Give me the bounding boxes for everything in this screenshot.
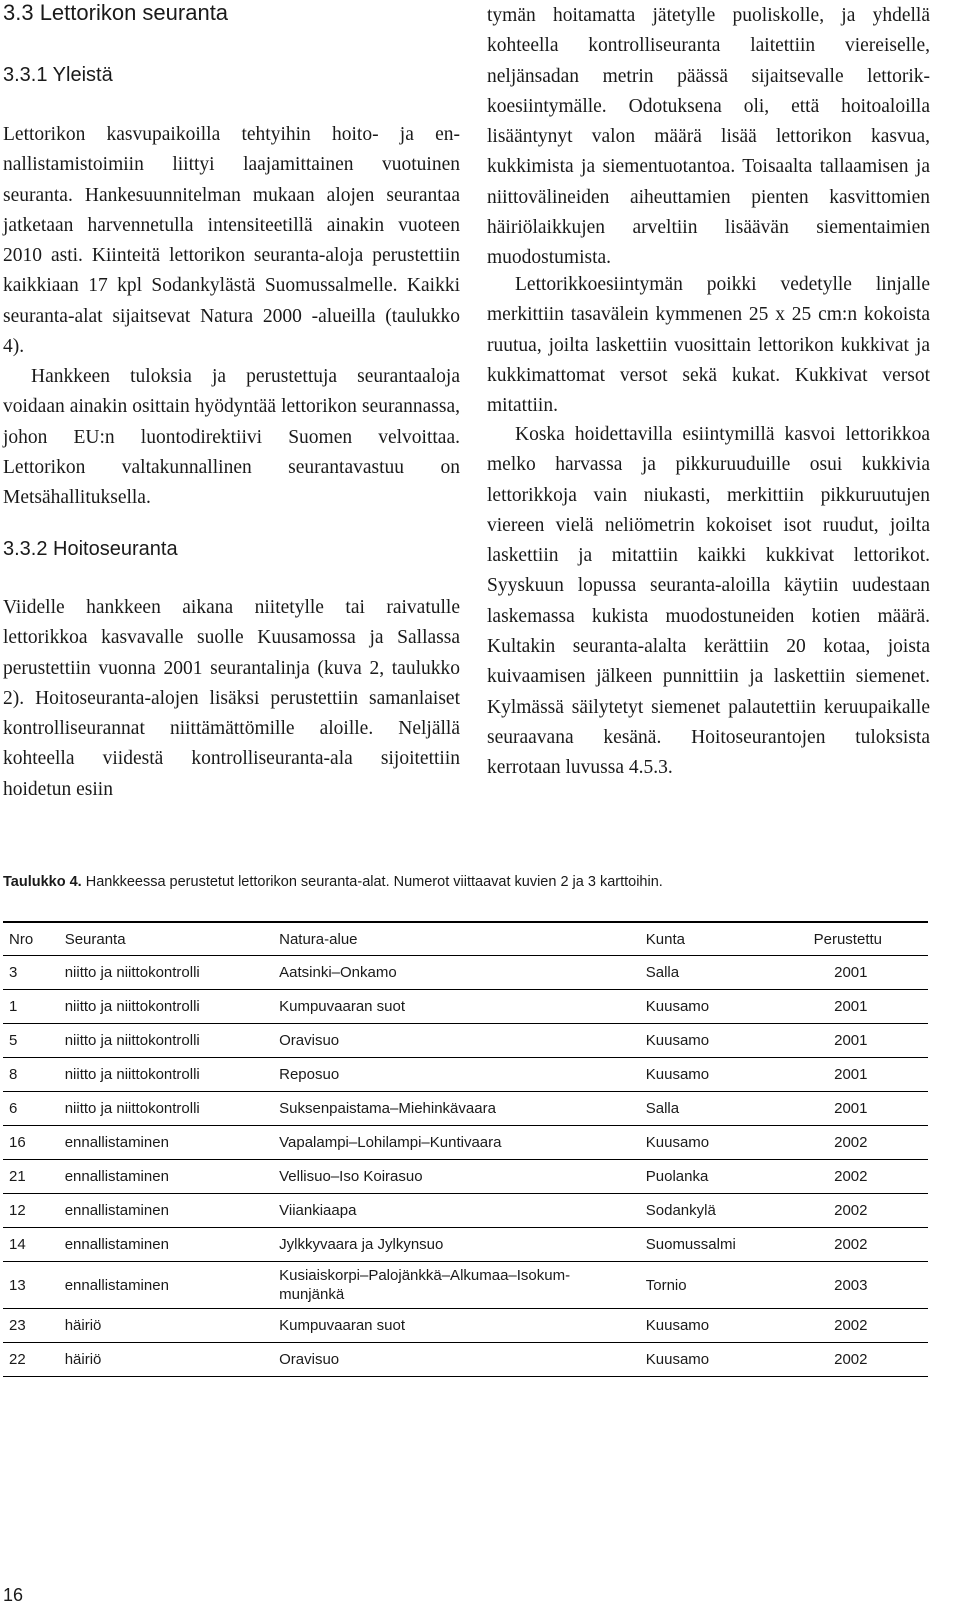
table-header-row xyxy=(3,922,928,956)
cell-natura-alue: Vellisuo–Iso Koirasuo xyxy=(273,1160,640,1194)
cell-perustettu: 2003 xyxy=(814,1262,928,1309)
cell-seuranta: niitto ja niittokontrolli xyxy=(59,956,273,990)
cell-seuranta: ennallistaminen xyxy=(59,1126,273,1160)
cell-natura-alue: Kumpuvaaran suot xyxy=(273,1309,640,1343)
cell-seuranta: ennallistaminen xyxy=(59,1194,273,1228)
cell-seuranta: häiriö xyxy=(59,1343,273,1377)
cell-nro: 5 xyxy=(3,1024,59,1058)
table-row xyxy=(3,1228,928,1262)
right-paragraph-3: Koska hoidettavilla esiintymillä kasvoi lettorikkoa melko harvassa ja pikkuruuduille osui kukkivia lettorikkoja vain niukasti, merkittiin pikkuruutujen viereen vielä neliömetrin kokoiset isot ruudut, joilta laskettiin ja mitattiin kaikki kukkivat lettorikot. Syyskuun lopussa seuranta-aloilla käytiin uudestaan laskemassa kukista muodostuneiden kotien määrä. Kultakin seuranta-alalta kerättiin 20 kotaa, joista kuivaamisen jälkeen punnittiin ja laskettiin siemenet. Kylmässä säilytetyt siemenet palautettiin keruupaikalle seuraavana kesänä. Hoitoseurantojen tuloksista kerrotaan luvussa 4.5.3. xyxy=(487,424,930,779)
cell-perustettu: 2002 xyxy=(814,1343,928,1377)
cell-kunta: Kuusamo xyxy=(640,1309,814,1343)
subsection-heading-general: 3.3.1 Yleistä xyxy=(3,64,113,86)
cell-natura-alue: Vapalampi–Lohilampi–Kuntivaara xyxy=(273,1126,640,1160)
cell-natura-alue: Reposuo xyxy=(273,1058,640,1092)
cell-kunta: Puolanka xyxy=(640,1160,814,1194)
header-kunta: Kunta xyxy=(640,922,814,956)
cell-nro: 21 xyxy=(3,1160,59,1194)
cell-nro: 8 xyxy=(3,1058,59,1092)
cell-natura-alue: Suksenpaistama–Miehinkävaara xyxy=(273,1092,640,1126)
cell-kunta: Suomussalmi xyxy=(640,1228,814,1262)
cell-perustettu: 2001 xyxy=(814,990,928,1024)
cell-natura-alue: Viiankiaapa xyxy=(273,1194,640,1228)
left-paragraph-3: Viidelle hankkeen aikana niitetylle tai raivatulle lettorikkoa kasvavalle suolle Kuusamossa ja Sallassa perustettiin vuonna 2001 seurantalinja (kuva 2, taulukko 2). Hoitoseuranta-alojen lisäksi perustettiin samanlaiset kontrolliseurannat niittämättömille aloille. Neljällä kohteella viidestä kontrolliseuranta-ala sijoitettiin hoidetun esiin xyxy=(3,597,460,800)
table-row xyxy=(3,1262,928,1309)
cell-seuranta: ennallistaminen xyxy=(59,1262,273,1309)
table-row xyxy=(3,1126,928,1160)
cell-perustettu: 2001 xyxy=(814,956,928,990)
table-row xyxy=(3,1194,928,1228)
section-heading: 3.3 Lettorikon seuranta xyxy=(3,0,229,25)
cell-seuranta: ennallistaminen xyxy=(59,1228,273,1262)
table-row xyxy=(3,990,928,1024)
cell-perustettu: 2001 xyxy=(814,1092,928,1126)
cell-perustettu: 2002 xyxy=(814,1309,928,1343)
monitoring-sites-table xyxy=(3,921,928,1377)
cell-natura-alue: Oravisuo xyxy=(273,1024,640,1058)
cell-natura-alue: Oravisuo xyxy=(273,1343,640,1377)
cell-natura-alue: Kusiaiskorpi–Palojänkkä–Alkumaa–Isokummunjänkä xyxy=(273,1262,640,1309)
cell-kunta: Kuusamo xyxy=(640,1126,814,1160)
table-caption xyxy=(3,874,933,890)
left-paragraph-1: Lettorikon kasvupaikoilla tehtyihin hoito- ja ennallistamistoimiin liittyi laajamittainen vuotuinen seuranta. Hankesuunnitelman mukaan alojen seurantaa jatketaan harvennetulla intensiteetillä ainakin vuoteen 2010 asti. Kiinteitä lettorikon seuranta-aloja perustettiin kaikkiaan 17 kpl Sodankylästä Suomussalmelle. Kaikki seuranta-alat sijaitsevat Natura 2000 -alueilla (taulukko 4). xyxy=(3,124,460,358)
cell-kunta: Sodankylä xyxy=(640,1194,814,1228)
table-row xyxy=(3,956,928,990)
table-caption-text: Hankkeessa perustetut lettorikon seuranta-alat. Numerot viittaavat kuvien 2 ja 3 karttoihin. xyxy=(81,874,663,890)
cell-perustettu: 2002 xyxy=(814,1126,928,1160)
header-seuranta: Seuranta xyxy=(59,922,273,956)
cell-seuranta: niitto ja niittokontrolli xyxy=(59,1058,273,1092)
cell-nro: 1 xyxy=(3,990,59,1024)
table-row xyxy=(3,1024,928,1058)
table-row xyxy=(3,1160,928,1194)
cell-kunta: Kuusamo xyxy=(640,1024,814,1058)
cell-kunta: Kuusamo xyxy=(640,1343,814,1377)
cell-nro: 14 xyxy=(3,1228,59,1262)
cell-perustettu: 2002 xyxy=(814,1194,928,1228)
cell-nro: 23 xyxy=(3,1309,59,1343)
right-paragraph-1: tymän hoitamatta jätetylle puoliskolle, ja yhdellä kohteella kontrolliseuranta laitettiin viereiselle, neljänsadan metrin päässä sijaitsevalle lettorikkoesiintymälle. Odotuksena oli, että hoitoaloilla lisääntynyt valon määrä lisää lettorikon kasvua, kukkimista ja siementuotantoa. Toisaalta tallaamisen ja niittovälineiden aiheuttamien pienten kasvittomien häiriölaikkujen arveltiin lisäävän siementaimien muodostumista. xyxy=(487,5,930,269)
cell-natura-alue: Jylkkyvaara ja Jylkynsuo xyxy=(273,1228,640,1262)
cell-kunta: Kuusamo xyxy=(640,990,814,1024)
cell-kunta: Tornio xyxy=(640,1262,814,1309)
table-caption-label: Taulukko 4. xyxy=(3,874,82,890)
cell-perustettu: 2001 xyxy=(814,1058,928,1092)
cell-kunta: Kuusamo xyxy=(640,1058,814,1092)
header-nro: Nro xyxy=(3,922,59,956)
cell-seuranta: ennallistaminen xyxy=(59,1160,273,1194)
cell-nro: 12 xyxy=(3,1194,59,1228)
cell-nro: 3 xyxy=(3,956,59,990)
cell-seuranta: niitto ja niittokontrolli xyxy=(59,1024,273,1058)
cell-nro: 22 xyxy=(3,1343,59,1377)
right-paragraph-2: Lettorikkoesiintymän poikki vedetylle linjalle merkittiin tasavälein kymmenen 25 x 25 cm:n kokoista ruutua, joilta laskettiin vuosittain lettorikon kukkivat ja kukkimattomat versot sekä kukat. Kukkivat versot mitattiin. xyxy=(487,274,930,417)
cell-perustettu: 2002 xyxy=(814,1160,928,1194)
subsection-heading-care-monitoring: 3.3.2 Hoitoseuranta xyxy=(3,538,178,560)
cell-seuranta: häiriö xyxy=(59,1309,273,1343)
cell-natura-alue: Kumpuvaaran suot xyxy=(273,990,640,1024)
cell-seuranta: niitto ja niittokontrolli xyxy=(59,990,273,1024)
page-number: 16 xyxy=(3,1585,24,1605)
cell-kunta: Salla xyxy=(640,1092,814,1126)
cell-nro: 6 xyxy=(3,1092,59,1126)
cell-perustettu: 2001 xyxy=(814,1024,928,1058)
table-row xyxy=(3,1092,928,1126)
cell-seuranta: niitto ja niittokontrolli xyxy=(59,1092,273,1126)
table-row xyxy=(3,1058,928,1092)
cell-nro: 13 xyxy=(3,1262,59,1309)
table-row xyxy=(3,1343,928,1377)
cell-kunta: Salla xyxy=(640,956,814,990)
cell-natura-alue: Aatsinki–Onkamo xyxy=(273,956,640,990)
header-perustettu: Perustettu xyxy=(814,922,928,956)
table-row xyxy=(3,1309,928,1343)
cell-nro: 16 xyxy=(3,1126,59,1160)
cell-perustettu: 2002 xyxy=(814,1228,928,1262)
header-natura-alue: Natura-alue xyxy=(273,922,640,956)
left-paragraph-2: Hankkeen tuloksia ja perustettuja seurantaaloja voidaan ainakin osittain hyödyntää lettorikon seurannassa, johon EU:n luontodirektiivi Suomen velvoittaa. Lettorikon valtakunnallinen seurantavastuu on Metsähallituksella. xyxy=(3,366,460,509)
